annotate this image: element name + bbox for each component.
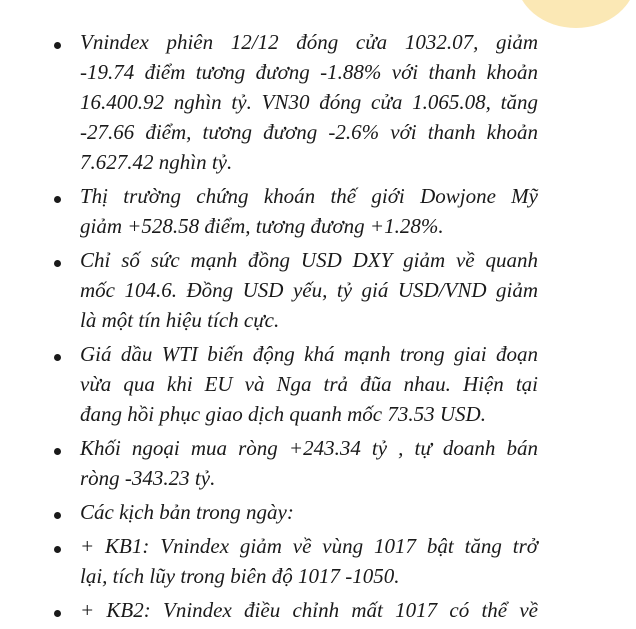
bullet-dot-icon <box>54 610 61 617</box>
bullet-dot-icon <box>54 42 61 49</box>
bullet-text-line: ròng -343.23 tỷ. <box>80 466 216 490</box>
bullet-text-line: Giá dầu WTI biến động khá mạnh trong giai đoạn <box>80 342 538 366</box>
bullet-scenarios-heading <box>0 497 600 527</box>
bullet-oil-price <box>0 339 600 429</box>
bullet-text-line: là một tín hiệu tích cực. <box>80 308 280 332</box>
bullet-dot-icon <box>54 196 61 203</box>
bullet-text-line: lại, tích lũy trong biên độ 1017 -1050. <box>80 564 400 588</box>
bullet-scenario-kb2 <box>0 595 600 625</box>
bullet-text-line: giảm +528.58 điểm, tương đương +1.28%. <box>80 214 444 238</box>
bullet-dot-icon <box>54 512 61 519</box>
bullet-world-market <box>0 181 600 241</box>
bullet-foreign-trading <box>0 433 600 493</box>
bullet-text-line: 7.627.42 nghìn tỷ. <box>80 150 233 174</box>
bullet-text-line: Khối ngoại mua ròng +243.34 tỷ , tự doanh bán <box>80 436 538 460</box>
bullet-text-line: mốc 104.6. Đồng USD yếu, tỷ giá USD/VND giảm <box>80 278 538 302</box>
bullet-text-line: 16.400.92 nghìn tỷ. VN30 đóng cửa 1.065.08, tăng <box>80 90 538 114</box>
bullet-dot-icon <box>54 260 61 267</box>
bullet-usd-index <box>0 245 600 335</box>
bullet-text-line: + KB1: Vnindex giảm về vùng 1017 bật tăng trở <box>80 534 538 558</box>
decorative-corner-arc <box>516 0 636 28</box>
bullet-text-line: Chỉ số sức mạnh đồng USD DXY giảm về quanh <box>80 248 538 272</box>
bullet-text-line: Thị trường chứng khoán thế giới Dowjone Mỹ <box>80 184 538 208</box>
bullet-dot-icon <box>54 546 61 553</box>
bullet-dot-icon <box>54 448 61 455</box>
bullet-text-line: -19.74 điểm tương đương -1.88% với thanh khoản <box>80 60 538 84</box>
bullet-text-line: Vnindex phiên 12/12 đóng cửa 1032.07, giảm <box>80 30 538 54</box>
bullet-text-line: Các kịch bản trong ngày: <box>80 500 294 524</box>
market-summary-bullet-list <box>0 27 600 629</box>
bullet-text-line: đang hồi phục giao dịch quanh mốc 73.53 USD. <box>80 402 486 426</box>
bullet-text-line: -27.66 điểm, tương đương -2.6% với thanh khoản <box>80 120 538 144</box>
bullet-text-line: + KB2: Vnindex điều chỉnh mất 1017 có thể về <box>80 598 538 622</box>
bullet-text-line: vừa qua khi EU và Nga trả đũa nhau. Hiện tại <box>80 372 538 396</box>
bullet-dot-icon <box>54 354 61 361</box>
bullet-vnindex-session <box>0 27 600 177</box>
bullet-scenario-kb1 <box>0 531 600 591</box>
